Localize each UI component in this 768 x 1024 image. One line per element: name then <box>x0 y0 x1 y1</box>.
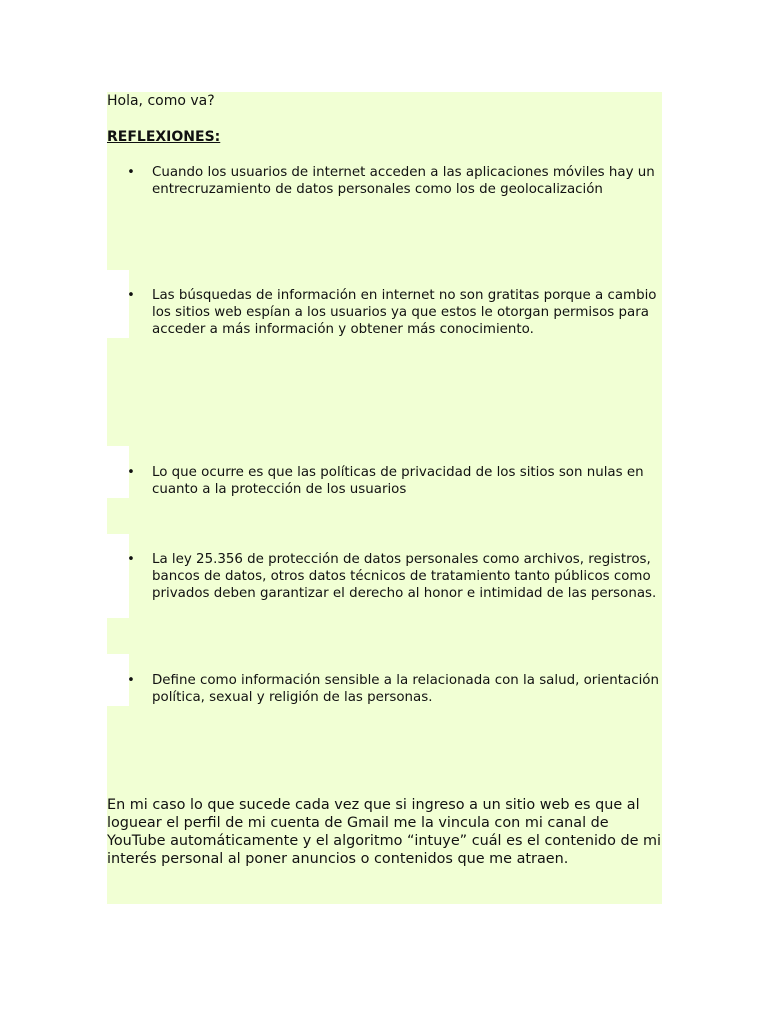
list-item-text: Las búsquedas de información en internet no son gratitas porque a cambio los sitios web espían a los usuarios ya que estos le otorgan permisos para acceder a más información y obtener más conocimiento. <box>152 288 657 337</box>
highlight-block <box>107 338 662 446</box>
highlight-block <box>107 198 662 270</box>
reflexiones-heading: REFLEXIONES: <box>107 129 221 145</box>
bullet-icon: • <box>127 552 135 567</box>
highlight-block <box>107 498 662 534</box>
list-item-text: Cuando los usuarios de internet acceden a las aplicaciones móviles hay un entrecruzamiento de datos personales como los de geolocalización <box>152 165 655 197</box>
list-item-text: Lo que ocurre es que las políticas de privacidad de los sitios son nulas en cuanto a la protección de los usuarios <box>152 465 644 497</box>
closing-paragraph: En mi caso lo que sucede cada vez que si ingreso a un sitio web es que al loguear el perfil de mi cuenta de Gmail me la vincula con mi canal de YouTube automáticamente y el algoritmo “intuye” cuál es el contenido de mi interés personal al poner anuncios o contenidos que me atraen. <box>107 797 662 867</box>
bullet-icon: • <box>127 673 135 688</box>
bullet-icon: • <box>127 165 135 180</box>
list-item-text: Define como información sensible a la relacionada con la salud, orientación política, sexual y religión de las personas. <box>152 673 659 705</box>
list-item-text: La ley 25.356 de protección de datos personales como archivos, registros, bancos de datos, otros datos técnicos de tratamiento tanto públicos como privados deben garantizar el derecho al honor e intimidad de las personas. <box>152 552 657 601</box>
bullet-icon: • <box>127 288 135 303</box>
highlight-block <box>107 618 662 654</box>
bullet-icon: • <box>127 465 135 480</box>
greeting-text: Hola, como va? <box>107 93 215 109</box>
